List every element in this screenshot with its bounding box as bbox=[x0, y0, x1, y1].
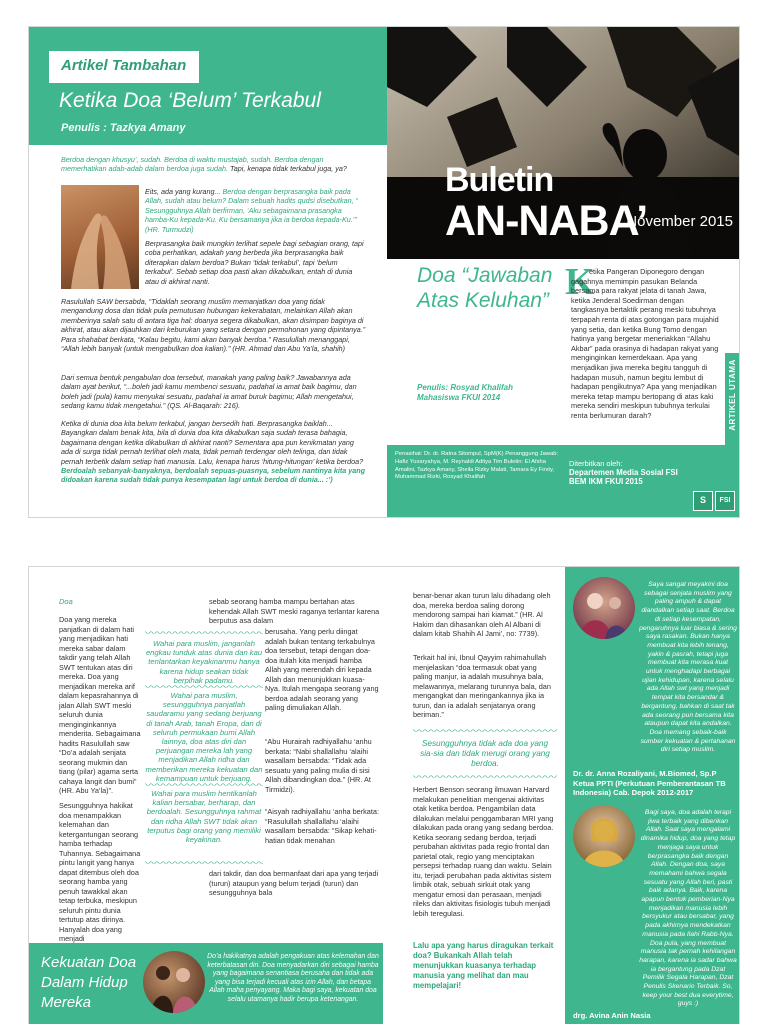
editorial-credits: Penasihat: Dr. dr. Ratna Sitompul, SpM(K) Penanggung Jawab: Hafiz Yusaryahya, M. Reynaldi Aditya Tim Buletin: El Afsha Amalini, Tazkya Amany, Sheila Rizky Malati, Tamara Ey Firsty, Muhammad Rizki, Rosyad Khalifah bbox=[395, 451, 559, 481]
quote-divider bbox=[145, 783, 263, 787]
article-paragraph-3 bbox=[61, 419, 367, 485]
col-a-black: Eits, ada yang kurang... bbox=[145, 187, 221, 196]
article-column-b: Berprasangka baik mungkin terlihat sepele bagi sebagian orang, tapi coba perhatikan, adakah yang berbeda jika berprasangka baik diterapkan dalam berdoa? Bukan ‘tidak terkabul’, tapi ‘belum terkabul’. Sebab setiap doa pasti akan dikabulkan, entah di dunia atau di akhirat nanti. bbox=[145, 239, 364, 286]
quote-1: Wahai para muslim, janganlah engkau tunduk atas dunia dan kau tenlantarkan keyakinanmu hanya karena hidup seakan tidak berpihak padamu. bbox=[145, 639, 263, 685]
article-intro bbox=[61, 155, 367, 174]
publisher-block bbox=[569, 459, 693, 486]
article-column-a bbox=[145, 187, 367, 234]
article-paragraph-1: Rasulullah SAW bersabda, “Tidaklah seorang muslim memanjatkan doa yang tidak mengandung dosa dan tidak pula pemutusan hubungan kekerabatan, melainkan Allah akan memberinya salah satu di antara tiga hal: doanya segera dikabulkan, akan disimpan baginya di akhirat, atau akan dijauhkan dari keburukan yang setara dengan permohonan yang dipintanya.” Para shahabat berkata, “Kalau begitu, kami akan banyak berdoa.” Rasulullah menanggapi, “Allah lebih banyak (untuk mengabulkan doa kalian).” (HR. Ahmad dan Abu Ya’la, shahih) bbox=[61, 297, 366, 354]
testimony-2-name: drg. Avina Anin Nasia bbox=[573, 1011, 651, 1020]
testimony-panel bbox=[565, 567, 740, 1024]
cover-photo bbox=[387, 27, 740, 259]
col2-right-3: “Aisyah radhiyallahu ‘anha berkata: “Rasulullah shallallahu ‘alaihi wasallam bersabda: “Sikap kehati-hatian tidak menahan bbox=[265, 807, 379, 845]
bulletin-date: November 2015 bbox=[626, 213, 733, 230]
fsi-logo-icon: FSI bbox=[715, 491, 735, 511]
main-article-title: Doa “Jawaban Atas Keluhan” bbox=[417, 264, 553, 312]
quote-2: Wahai para muslim, sesungguhnya panjatlah saudaramu yang sedang berjuang di tanah Arab, tanah Eropa, dan di seluruh permukaan bumi Allah lainnya, doa atas diri dan perjuangan mereka lah yang menjadikan Allah ridha dan memberikan mereka kekuatan dan kemampuan untuk berjuang. bbox=[145, 691, 263, 783]
article-header-band bbox=[29, 27, 387, 145]
article-paragraph-2: Dari semua bentuk pengabulan doa tersebut, manakah yang paling baik? Jawabannya ada dalam ayat berikut, “...boleh jadi kamu membenci sesuatu, padahal ia amat baik bagimu, dan boleh jadi (pula) kamu menyukai sesuatu, padahal ia amat buruk bagimu; Allah mengetahui, sedang kamu tidak mengetahui.” (QS. Al-Baqarah: 216). bbox=[61, 373, 357, 411]
publisher-org: Departemen Media Sosial FSI BEM IKM FKUI 2015 bbox=[569, 468, 678, 486]
testimony-quote: Do’a hakikatnya adalah pengakuan atas kelemahan dan keterbatasan diri. Doa menyadarkan diri sebagai hamba yang bagaimana senantiasa berusaha dan tidak ada yang bisa terjadi kecuali atas izin Allah, dan betapa Allah maha penyayang. Maka bagi saya, kekuatan doa selalu utamanya hadir berupa ketenangan. bbox=[207, 953, 379, 1003]
testimony-2-text: Bagi saya, doa adalah terapi jiwa terbaik yang diberikan Allah. Saat saya mengalami dinamika hidup, doa yang tetap menjaga saya untuk berprasangka baik dengan Allah. Dengan doa, saya memahami bahwa segala sesuatu yang Allah beri, pasti baik adanya. Baik, karena apapun bentuk pemberian-Nya menjadikan manusia lebih bersyukur atau bersabar, yang pada akhirnya mendekatkan manusia pada Ilahi Rabb-Nya. Doa pula, yang membuat manusia tak pernah kehilangan harapan, karena ia sadar bahwa ia bergantung pada Dzat Pemilik Segala Harapan, Dzat Penulis Skenario Terbaik. So, keep your best dua everytime, guys :) bbox=[639, 809, 737, 1008]
column-heading: Doa bbox=[59, 597, 73, 606]
col3-top: benar-benar akan turun lalu dihadang oleh doa, mereka berdoa saling dorong mendorong sampai hari kiamat.” (HR. Al Hakim dan dihasankan oleh Al Albani di dalam kitab Shahih Al Jami’, no: 7739). bbox=[413, 591, 551, 638]
bulletin-word: Buletin bbox=[445, 161, 554, 199]
testimony-1-name: Dr. dr. Anna Rozaliyani, M.Biomed, Sp.P Ketua PPTI (Perkutuan Pemberantasan TB Indonesia) Cab. Depok 2012-2017 bbox=[573, 769, 726, 798]
bulletin-cover bbox=[387, 27, 740, 518]
drop-cap: K bbox=[565, 261, 595, 303]
testimony-photo-2-image bbox=[573, 805, 635, 867]
col1-paragraph-2: Sesungguhnya hakikat doa menampakkan kelemahan dan ketergantungan seorang hamba terhadap Tuhannya. Sebagaimana pintu langit yang hanya dapat ditembus oleh doa seorang hamba yang penuh tawakkal akan tetap terbuka, meskipun seluruh pintu dunia tertutup atas dirinya. Hanyalah doa yang menjadi bbox=[59, 801, 141, 943]
article-tag-box bbox=[49, 51, 199, 83]
quote-4: Sesungguhnya tidak ada doa yang sia-sia dan tidak merugi orang yang berdoa. bbox=[420, 739, 550, 768]
main-article-author bbox=[417, 383, 567, 403]
col3-closing: Lalu apa yang harus diragukan terkait doa? Bukankah Allah telah menunjukkan kuasanya terhadap manusia yang melihat dan mau mempelajari! bbox=[413, 941, 554, 990]
intro-black: Tapi, kenapa tidak terkabul juga, ya? bbox=[230, 164, 347, 174]
page-one bbox=[28, 26, 740, 518]
para3-green: Berdoalah sebanyak-banyaknya, berdoalah sepuas-puasnya, sebelum nantinya kita yang didoakan karena sudah tidak punya kesempatan lagi untuk berdoa di dunia... :’) bbox=[61, 466, 365, 485]
author-affiliation: Mahasiswa FKUI 2014 bbox=[417, 393, 501, 402]
quote-3: Wahai para muslim hentikanlah kalian bersabar, berharap, dan berdoalah. Sesungguhnya rahmat dan ridha Allah SWT tidak akan terputus bagi orang yang memiliki keyakinan. bbox=[146, 789, 262, 845]
article-tag: Artikel Tambahan bbox=[61, 57, 187, 74]
salam-logo-icon: S bbox=[693, 491, 713, 511]
intro-green: Berdoa dengan khusyu’, sudah. Berdoa di waktu mustajab, sudah. Berdoa dengan memerhatikan adab-adab dalam berdoa juga sudah. bbox=[61, 155, 324, 174]
main-article-body-text: etika Pangeran Diponegoro dengan gagahnya memimpin pasukan Belanda bersama para rakyat jelata di tanah Jawa, ketika Jenderal Soedirman dengan tangkasnya bertaktik perang meski tubuhnya terpapah renta di atas gotongan para mujahid yang setia, dan ketika Bung Tomo dengan hatinya yang bergetar meneriakkan “Allahu Akbar” pada orasinya di hadapan rakyat yang menginginkan kemerdekaan. Apa yang menjadikan jiwa mereka begitu tangguh di hadapan musuh, namun begitu lembut di hadapan pengikutnya? Apa yang menjadikan mereka tetap mampu bertopang di atas kaki mereka sendiri meskipun tubuhnya terkulai renta berlumuran darah? bbox=[571, 267, 719, 420]
praying-hands-image bbox=[61, 185, 139, 289]
author-name: Penulis: Rosyad Khalifah bbox=[417, 383, 514, 392]
col3-middle: Terkait hal ini, Ibnul Qayyim rahimahullah menjelaskan “doa termasuk obat yang paling manjur, ia adalah musuhnya bala, melawannya, melarang turunnya bala, dan mengangkat dan meringankannya jika ia turun, dan ia adalah senjatanya orang beriman.” bbox=[413, 653, 551, 719]
col2-right-1: berusaha. Yang perlu diingat adalah bukan tentang terkabulnya doa tersebut, tetapi dengan doa-doa itulah kita menjadi hamba Allah yang merendah diri kepada Allah dan menunjukkan kuasa-Nya. Itulah mengapa seorang yang berdoa adalah seorang yang paling dimuliakan Allah. bbox=[265, 627, 379, 712]
quote-divider bbox=[413, 775, 557, 779]
article-title: Ketika Doa ‘Belum’ Terkabul bbox=[59, 89, 321, 112]
section-side-tab-label: ARTIKEL UTAMA bbox=[728, 359, 737, 431]
credits-footer bbox=[387, 445, 740, 518]
family-photo-image bbox=[143, 951, 205, 1013]
publisher-label: Diterbitkan oleh: bbox=[569, 459, 623, 468]
quote-divider bbox=[145, 685, 263, 689]
section-side-tab bbox=[725, 353, 740, 445]
article-author: Penulis : Tazkya Amany bbox=[61, 122, 186, 134]
main-article-body bbox=[571, 267, 721, 421]
col2-top: sebab seorang hamba mampu bertahan atas kehendak Allah SWT meski raganya terlantar karena berputus asa dalam bbox=[209, 597, 380, 625]
quote-divider bbox=[413, 729, 557, 733]
quote-divider bbox=[145, 631, 263, 635]
bulletin-name: AN-NABA’ bbox=[445, 197, 648, 245]
testimony-photo-1-image bbox=[573, 577, 635, 639]
page-two bbox=[28, 566, 740, 1024]
para3-black: Ketika di dunia doa kita belum terkabul, jangan bersedih hati. Berprasangka baiklah... Bayangkan dalam benak kita, bila di dunia doa kita dikabulkan saja sudah terasa bahagia, bagaimana dengan ketika dikabulkan di akhirat nanti? Sementara apa pun kenikmatan yang ada di surga tidak pernah terlihat oleh mata, tidak pernah terdengar oleh telinga, dan tidak pernah terbetik dalam setiap hati manusia. Lalu, kenapa harus ‘hitung-hitungan’ ketika berdoa? bbox=[61, 419, 364, 466]
testimony-1-text: Saya sangat meyakini doa sebagai senjata muslim yang paling ampuh & dapat diandalkan setiap saat. Berdoa di setiap kesempatan, pengaruhnya luar biasa & sering saya rasakan. Bukan hanya membuat kita lebih tenang, yakin & pasrah, tetapi juga membuat kita merasa kuat untuk menghadapi berbagai ujian kehidupan, karena selalu ada Allah swt yang menjadi tempat kita bersandar & bergantung, bahkan di saat tak ada seorang pun bersama kita ataupun dapat kita andalkan. Doa memang sebaik-baik sumber kekuatan & pertahanan diri setiap muslim. bbox=[639, 581, 737, 754]
col2-bottom: dari takdir, dan doa bermanfaat dari apa yang terjadi (turun) ataupun yang belum terjadi (turun) dan sesungguhnya bala bbox=[209, 869, 379, 897]
col-a-green: Berdoa dengan berprasangka baik pada Allah, sudah atau belum? Dalam sebuah hadits qudsi disebutkan, “ Sesungguhnya Allah berfirman, ‘Aku sebagaimana prasangka hamba-Ku kepada-Ku. Ku bersamanya jika ia berdoa kepada-Ku.’” (HR. Turmudzi) bbox=[145, 187, 358, 234]
col2-right-2: “Abu Hurairah radhiyallahu ‘anhu berkata: “Nabi shallallahu ‘alaihi wasallam bersabda: “Tidak ada sesuatu yang paling mulia di sisi Allah dibandingkan doa.” (HR. At Tirmidzi). bbox=[265, 737, 372, 794]
quote-divider bbox=[145, 861, 263, 865]
testimony-band bbox=[29, 943, 383, 1024]
col1-paragraph-1: Doa yang mereka panjatkan di dalam hati yang menjadikan hati mereka sabar dalam takdir yang telah Allah SWT tentukan atas diri mereka. Doa yang menjadikan mereka arif dalam kepasrahannya di jalan Allah SWT meski seluruh dunia menginginkannya menderita. Sebagaimana hadits Rasulullah saw “Do’a adalah senjata seorang mukmin dan tiang (pilar) agama serta cahaya langit dan bumi” (HR. Abu Ya’la)”. bbox=[59, 615, 141, 795]
additional-article bbox=[29, 27, 387, 518]
col3-bottom: Herbert Benson seorang ilmuwan Harvard melakukan penelitian mengenai aktivitas otak ketika berdoa. Pengambilan data dilakukan melalui penggambaran MRI yang dilakukan pada orang yang sedang berdoa. Ketika seorang sedang berdoa, terjadi perubahan aktivitas pada regio frontal dan parietal otak, regio yang menciptakan persepsi terhadap ruang dan waktu. Selain itu, terjadi perubahan pada aktivitas sistem limbik otak, sebuah sirkuit otak yang mengatur emosi dan perasaan, menjadi rileks dan aktivitas fisiologis tubuh menjadi lebih teregulasi. bbox=[413, 785, 554, 918]
testimony-section-title: Kekuatan Doa Dalam Hidup Mereka bbox=[41, 954, 137, 1011]
